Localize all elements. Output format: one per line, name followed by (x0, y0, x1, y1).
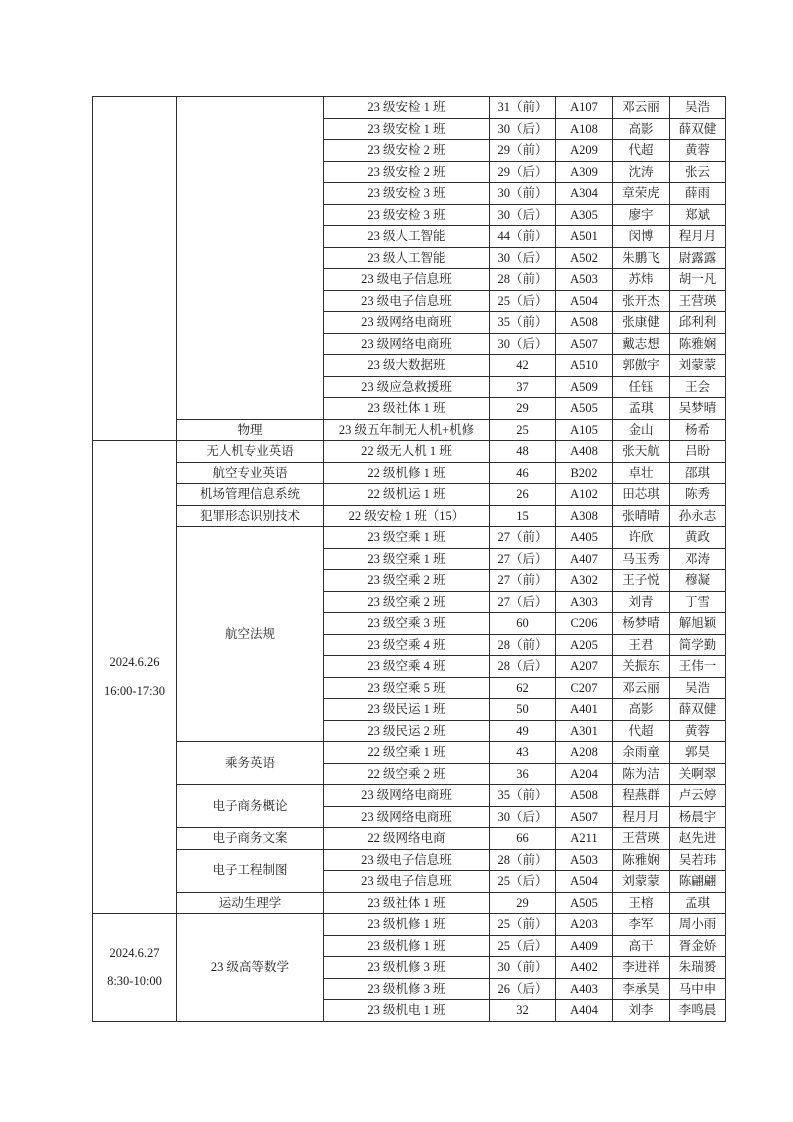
invigilator2-cell: 丁雪 (670, 591, 726, 613)
invigilator2-cell: 王营瑛 (670, 290, 726, 312)
date-cell (93, 441, 177, 914)
room-cell: A404 (556, 1000, 613, 1022)
room-cell: C206 (556, 613, 613, 635)
room-cell: A405 (556, 527, 613, 549)
invigilator1-cell: 陈雅娴 (613, 849, 670, 871)
invigilator1-cell: 李军 (613, 914, 670, 936)
count-cell: 30（后） (490, 333, 556, 355)
invigilator2-cell: 胥金娇 (670, 935, 726, 957)
invigilator2-cell: 薛双健 (670, 699, 726, 721)
count-cell: 27（前） (490, 527, 556, 549)
room-cell: A203 (556, 914, 613, 936)
room-cell: A209 (556, 140, 613, 162)
invigilator2-cell: 穆凝 (670, 570, 726, 592)
count-cell: 30（前） (490, 957, 556, 979)
class-cell: 23 级社体 1 班 (324, 892, 490, 914)
exam-row (93, 914, 726, 936)
class-cell: 23 级空乘 4 班 (324, 656, 490, 678)
invigilator1-cell: 陈为洁 (613, 763, 670, 785)
room-cell: A102 (556, 484, 613, 506)
room-cell: A510 (556, 355, 613, 377)
count-cell: 29 (490, 398, 556, 420)
count-cell: 30（前） (490, 183, 556, 205)
invigilator1-cell: 朱鹏飞 (613, 247, 670, 269)
invigilator2-cell: 吴若玮 (670, 849, 726, 871)
class-cell: 23 级安检 1 班 (324, 118, 490, 140)
invigilator2-cell: 孙永志 (670, 505, 726, 527)
class-cell: 23 级机修 1 班 (324, 914, 490, 936)
class-cell: 23 级空乘 2 班 (324, 591, 490, 613)
subject-cell: 物理 (177, 419, 324, 441)
invigilator2-cell: 郑斌 (670, 204, 726, 226)
invigilator1-cell: 王子悦 (613, 570, 670, 592)
count-cell: 25（后） (490, 290, 556, 312)
class-cell: 23 级安检 3 班 (324, 204, 490, 226)
invigilator1-cell: 刘李 (613, 1000, 670, 1022)
invigilator1-cell: 马玉秀 (613, 548, 670, 570)
class-cell: 23 级空乘 1 班 (324, 548, 490, 570)
count-cell: 43 (490, 742, 556, 764)
invigilator1-cell: 代超 (613, 140, 670, 162)
room-cell: A508 (556, 312, 613, 334)
invigilator2-cell: 刘蒙蒙 (670, 355, 726, 377)
count-cell: 32 (490, 1000, 556, 1022)
invigilator2-cell: 黄蓉 (670, 720, 726, 742)
room-cell: A303 (556, 591, 613, 613)
room-cell: A402 (556, 957, 613, 979)
room-cell: A204 (556, 763, 613, 785)
date-line: 16:00-17:30 (103, 684, 166, 698)
class-cell: 23 级民运 2 班 (324, 720, 490, 742)
room-cell: A509 (556, 376, 613, 398)
invigilator2-cell: 马中申 (670, 978, 726, 1000)
invigilator2-cell: 邱利利 (670, 312, 726, 334)
room-cell: A401 (556, 699, 613, 721)
count-cell: 28（前） (490, 634, 556, 656)
count-cell: 15 (490, 505, 556, 527)
room-cell: A505 (556, 398, 613, 420)
room-cell: A508 (556, 785, 613, 807)
room-cell: A504 (556, 871, 613, 893)
exam-row (93, 441, 726, 463)
invigilator1-cell: 李进祥 (613, 957, 670, 979)
room-cell: A308 (556, 505, 613, 527)
room-cell: C207 (556, 677, 613, 699)
exam-row (93, 849, 726, 871)
invigilator2-cell: 杨晨宇 (670, 806, 726, 828)
class-cell: 22 级无人机 1 班 (324, 441, 490, 463)
class-cell: 23 级安检 2 班 (324, 161, 490, 183)
invigilator2-cell: 朱瑞赟 (670, 957, 726, 979)
room-cell: A302 (556, 570, 613, 592)
count-cell: 49 (490, 720, 556, 742)
count-cell: 27（后） (490, 591, 556, 613)
subject-cell: 犯罪形态识别技术 (177, 505, 324, 527)
class-cell: 23 级人工智能 (324, 226, 490, 248)
subject-cell: 乘务英语 (177, 742, 324, 785)
exam-row (93, 462, 726, 484)
date-line: 2024.6.26 (109, 655, 160, 670)
class-cell: 22 级空乘 1 班 (324, 742, 490, 764)
class-cell: 23 级空乘 2 班 (324, 570, 490, 592)
subject-cell: 航空专业英语 (177, 462, 324, 484)
subject-cell: 电子商务文案 (177, 828, 324, 850)
invigilator2-cell: 吕盼 (670, 441, 726, 463)
class-cell: 23 级空乘 3 班 (324, 613, 490, 635)
invigilator1-cell: 张康健 (613, 312, 670, 334)
class-cell: 23 级空乘 4 班 (324, 634, 490, 656)
count-cell: 62 (490, 677, 556, 699)
invigilator2-cell: 程月月 (670, 226, 726, 248)
invigilator1-cell: 程燕群 (613, 785, 670, 807)
class-cell: 22 级机修 1 班 (324, 462, 490, 484)
subject-cell (177, 97, 324, 420)
room-cell: A407 (556, 548, 613, 570)
invigilator1-cell: 任钰 (613, 376, 670, 398)
room-cell: B202 (556, 462, 613, 484)
count-cell: 26 (490, 484, 556, 506)
class-cell: 22 级安检 1 班（15） (324, 505, 490, 527)
invigilator2-cell: 郭昊 (670, 742, 726, 764)
invigilator1-cell: 许欣 (613, 527, 670, 549)
invigilator1-cell: 章荣虎 (613, 183, 670, 205)
count-cell: 25（后） (490, 871, 556, 893)
subject-cell: 23 级高等数学 (177, 914, 324, 1022)
class-cell: 23 级网络电商班 (324, 806, 490, 828)
invigilator2-cell: 吴浩 (670, 677, 726, 699)
invigilator2-cell: 吴浩 (670, 97, 726, 119)
room-cell: A301 (556, 720, 613, 742)
class-cell: 23 级社体 1 班 (324, 398, 490, 420)
invigilator1-cell: 杨梦晴 (613, 613, 670, 635)
count-cell: 28（后） (490, 656, 556, 678)
count-cell: 46 (490, 462, 556, 484)
count-cell: 28（前） (490, 849, 556, 871)
count-cell: 25 (490, 419, 556, 441)
invigilator1-cell: 王君 (613, 634, 670, 656)
class-cell: 23 级安检 1 班 (324, 97, 490, 119)
class-cell: 23 级电子信息班 (324, 871, 490, 893)
room-cell: A409 (556, 935, 613, 957)
subject-cell: 无人机专业英语 (177, 441, 324, 463)
room-cell: A107 (556, 97, 613, 119)
invigilator2-cell: 王伟一 (670, 656, 726, 678)
room-cell: A505 (556, 892, 613, 914)
invigilator2-cell: 陈秀 (670, 484, 726, 506)
class-cell: 23 级安检 3 班 (324, 183, 490, 205)
invigilator2-cell: 李鸣晨 (670, 1000, 726, 1022)
count-cell: 28（前） (490, 269, 556, 291)
invigilator2-cell: 关啊翠 (670, 763, 726, 785)
class-cell: 23 级大数据班 (324, 355, 490, 377)
subject-cell: 航空法规 (177, 527, 324, 742)
invigilator1-cell: 闵博 (613, 226, 670, 248)
subject-cell: 电子商务概论 (177, 785, 324, 828)
class-cell: 23 级电子信息班 (324, 849, 490, 871)
exam-table-body (93, 97, 726, 1022)
invigilator2-cell: 周小雨 (670, 914, 726, 936)
count-cell: 25（前） (490, 914, 556, 936)
room-cell: A503 (556, 849, 613, 871)
class-cell: 23 级应急救援班 (324, 376, 490, 398)
invigilator1-cell: 高干 (613, 935, 670, 957)
count-cell: 50 (490, 699, 556, 721)
invigilator2-cell: 简学勤 (670, 634, 726, 656)
class-cell: 23 级机修 3 班 (324, 978, 490, 1000)
invigilator2-cell: 孟琪 (670, 892, 726, 914)
invigilator2-cell: 邵琪 (670, 462, 726, 484)
count-cell: 26（后） (490, 978, 556, 1000)
invigilator1-cell: 沈涛 (613, 161, 670, 183)
invigilator1-cell: 廖宇 (613, 204, 670, 226)
count-cell: 30（后） (490, 204, 556, 226)
invigilator1-cell: 张晴晴 (613, 505, 670, 527)
subject-cell: 机场管理信息系统 (177, 484, 324, 506)
room-cell: A408 (556, 441, 613, 463)
count-cell: 36 (490, 763, 556, 785)
invigilator2-cell: 邓涛 (670, 548, 726, 570)
count-cell: 35（前） (490, 312, 556, 334)
class-cell: 23 级电子信息班 (324, 269, 490, 291)
class-cell: 23 级网络电商班 (324, 785, 490, 807)
invigilator1-cell: 高影 (613, 118, 670, 140)
class-cell: 23 级网络电商班 (324, 312, 490, 334)
invigilator1-cell: 刘蒙蒙 (613, 871, 670, 893)
invigilator1-cell: 王营瑛 (613, 828, 670, 850)
exam-row (93, 527, 726, 549)
invigilator1-cell: 张开杰 (613, 290, 670, 312)
exam-row (93, 484, 726, 506)
invigilator1-cell: 程月月 (613, 806, 670, 828)
invigilator2-cell: 陈翩翩 (670, 871, 726, 893)
count-cell: 37 (490, 376, 556, 398)
room-cell: A504 (556, 290, 613, 312)
room-cell: A503 (556, 269, 613, 291)
class-cell: 23 级网络电商班 (324, 333, 490, 355)
room-cell: A305 (556, 204, 613, 226)
class-cell: 23 级人工智能 (324, 247, 490, 269)
invigilator1-cell: 郭傲宇 (613, 355, 670, 377)
invigilator1-cell: 李承昊 (613, 978, 670, 1000)
count-cell: 35（前） (490, 785, 556, 807)
room-cell: A211 (556, 828, 613, 850)
count-cell: 29（前） (490, 140, 556, 162)
class-cell: 23 级机电 1 班 (324, 1000, 490, 1022)
count-cell: 42 (490, 355, 556, 377)
invigilator1-cell: 田芯琪 (613, 484, 670, 506)
invigilator1-cell: 张天航 (613, 441, 670, 463)
class-cell: 23 级电子信息班 (324, 290, 490, 312)
class-cell: 23 级空乘 1 班 (324, 527, 490, 549)
invigilator2-cell: 解旭颖 (670, 613, 726, 635)
invigilator2-cell: 赵先进 (670, 828, 726, 850)
room-cell: A207 (556, 656, 613, 678)
invigilator1-cell: 高影 (613, 699, 670, 721)
room-cell: A502 (556, 247, 613, 269)
invigilator1-cell: 邓云丽 (613, 97, 670, 119)
count-cell: 30（后） (490, 247, 556, 269)
invigilator2-cell: 杨希 (670, 419, 726, 441)
invigilator1-cell: 苏炜 (613, 269, 670, 291)
invigilator1-cell: 关振东 (613, 656, 670, 678)
invigilator1-cell: 余雨童 (613, 742, 670, 764)
room-cell: A501 (556, 226, 613, 248)
room-cell: A403 (556, 978, 613, 1000)
class-cell: 22 级网络电商 (324, 828, 490, 850)
invigilator1-cell: 邓云丽 (613, 677, 670, 699)
invigilator2-cell: 黄政 (670, 527, 726, 549)
count-cell: 25（后） (490, 935, 556, 957)
class-cell: 23 级机修 3 班 (324, 957, 490, 979)
invigilator2-cell: 张云 (670, 161, 726, 183)
invigilator1-cell: 王榕 (613, 892, 670, 914)
invigilator1-cell: 戴志想 (613, 333, 670, 355)
invigilator1-cell: 卓壮 (613, 462, 670, 484)
invigilator1-cell: 代超 (613, 720, 670, 742)
count-cell: 60 (490, 613, 556, 635)
exam-row (93, 97, 726, 119)
invigilator2-cell: 王会 (670, 376, 726, 398)
class-cell: 22 级机运 1 班 (324, 484, 490, 506)
count-cell: 29（后） (490, 161, 556, 183)
exam-row (93, 505, 726, 527)
room-cell: A304 (556, 183, 613, 205)
room-cell: A309 (556, 161, 613, 183)
date-cell (93, 914, 177, 1022)
class-cell: 23 级安检 2 班 (324, 140, 490, 162)
room-cell: A105 (556, 419, 613, 441)
invigilator2-cell: 陈雅娴 (670, 333, 726, 355)
invigilator2-cell: 尉露露 (670, 247, 726, 269)
count-cell: 30（后） (490, 118, 556, 140)
class-cell: 23 级空乘 5 班 (324, 677, 490, 699)
class-cell: 22 级空乘 2 班 (324, 763, 490, 785)
count-cell: 44（前） (490, 226, 556, 248)
room-cell: A108 (556, 118, 613, 140)
count-cell: 27（前） (490, 570, 556, 592)
count-cell: 27（后） (490, 548, 556, 570)
room-cell: A205 (556, 634, 613, 656)
invigilator2-cell: 卢云婷 (670, 785, 726, 807)
exam-row (93, 828, 726, 850)
invigilator2-cell: 薛双健 (670, 118, 726, 140)
date-line: 2024.6.27 (109, 945, 160, 960)
room-cell: A208 (556, 742, 613, 764)
date-cell (93, 97, 177, 441)
count-cell: 29 (490, 892, 556, 914)
count-cell: 48 (490, 441, 556, 463)
exam-row (93, 419, 726, 441)
exam-schedule-table (92, 96, 726, 1022)
invigilator2-cell: 吴梦晴 (670, 398, 726, 420)
invigilator1-cell: 刘青 (613, 591, 670, 613)
exam-row (93, 785, 726, 807)
subject-cell: 电子工程制图 (177, 849, 324, 892)
date-line: 8:30-10:00 (107, 974, 162, 989)
invigilator2-cell: 黄蓉 (670, 140, 726, 162)
invigilator1-cell: 金山 (613, 419, 670, 441)
count-cell: 31（前） (490, 97, 556, 119)
class-cell: 23 级五年制无人机+机修 (324, 419, 490, 441)
count-cell: 30（后） (490, 806, 556, 828)
class-cell: 23 级机修 1 班 (324, 935, 490, 957)
room-cell: A507 (556, 806, 613, 828)
invigilator2-cell: 薛雨 (670, 183, 726, 205)
exam-row (93, 892, 726, 914)
invigilator2-cell: 胡一凡 (670, 269, 726, 291)
room-cell: A507 (556, 333, 613, 355)
subject-cell: 运动生理学 (177, 892, 324, 914)
invigilator1-cell: 孟琪 (613, 398, 670, 420)
count-cell: 66 (490, 828, 556, 850)
exam-row (93, 742, 726, 764)
class-cell: 23 级民运 1 班 (324, 699, 490, 721)
